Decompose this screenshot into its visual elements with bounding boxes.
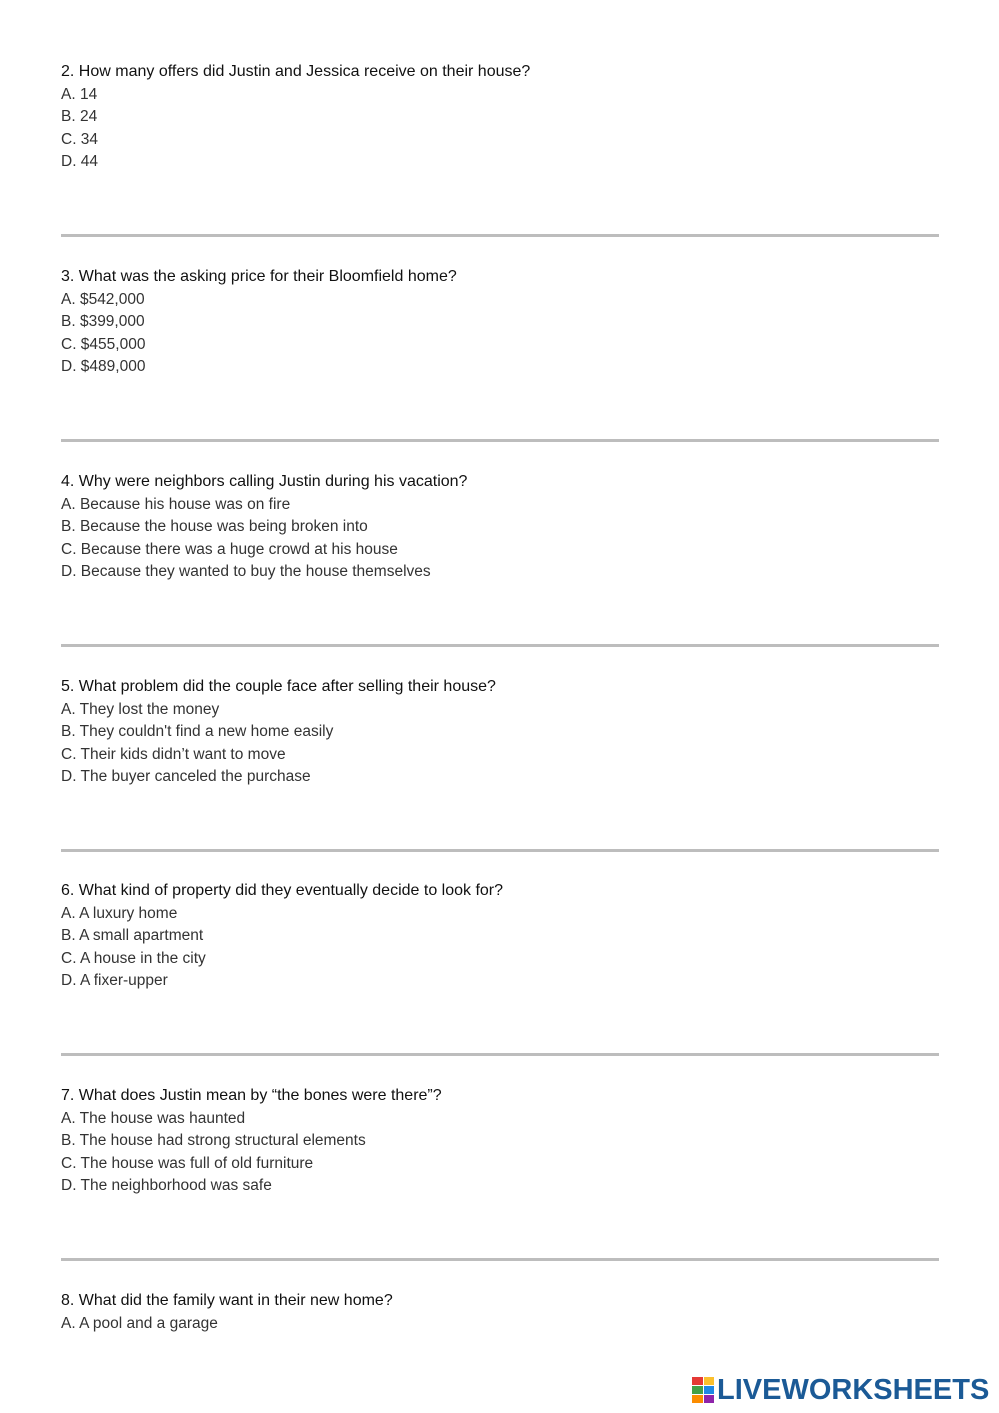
- divider: [61, 644, 939, 647]
- logo-tile: [692, 1395, 703, 1403]
- liveworksheets-logo-icon: [692, 1377, 714, 1403]
- option-c[interactable]: C. The house was full of old furniture: [61, 1154, 314, 1172]
- option-c[interactable]: C. A house in the city: [61, 949, 206, 967]
- logo-tile: [704, 1395, 715, 1403]
- question-4: [61, 471, 941, 584]
- question-text: 4. Why were neighbors calling Justin during his vacation?: [61, 473, 468, 490]
- logo-tile: [704, 1377, 715, 1385]
- question-text: 5. What problem did the couple face after selling their house?: [61, 678, 496, 695]
- option-d[interactable]: D. Because they wanted to buy the house themselves: [61, 563, 431, 580]
- brand-name: LIVEWORKSHEETS: [717, 1374, 990, 1406]
- option-a[interactable]: A. A luxury home: [61, 904, 178, 922]
- option-a[interactable]: A. Because his house was on fire: [61, 495, 291, 513]
- question-3: [61, 266, 941, 379]
- option-d[interactable]: D. A fixer-upper: [61, 972, 168, 989]
- question-text: 7. What does Justin mean by “the bones were there”?: [61, 1087, 442, 1104]
- option-c[interactable]: C. Because there was a huge crowd at his house: [61, 540, 398, 558]
- option-b[interactable]: B. $399,000: [61, 313, 145, 330]
- option-a[interactable]: A. $542,000: [61, 290, 145, 308]
- logo-tile: [692, 1386, 703, 1394]
- option-a[interactable]: A. 14: [61, 85, 98, 103]
- liveworksheets-logo[interactable]: [692, 1372, 989, 1408]
- logo-tile: [704, 1386, 715, 1394]
- divider: [61, 1053, 939, 1056]
- question-text: 6. What kind of property did they eventually decide to look for?: [61, 882, 504, 899]
- question-2: [61, 61, 941, 174]
- divider: [61, 1258, 939, 1261]
- divider: [61, 439, 939, 442]
- option-a[interactable]: A. They lost the money: [61, 700, 220, 718]
- option-c[interactable]: C. 34: [61, 130, 99, 148]
- question-text: 8. What did the family want in their new home?: [61, 1292, 393, 1309]
- divider: [61, 849, 939, 852]
- option-d[interactable]: D. 44: [61, 153, 99, 170]
- option-b[interactable]: B. Because the house was being broken into: [61, 518, 368, 535]
- option-c[interactable]: C. Their kids didn’t want to move: [61, 745, 286, 763]
- option-b[interactable]: B. The house had strong structural elements: [61, 1132, 366, 1149]
- divider: [61, 234, 939, 237]
- option-a[interactable]: A. The house was haunted: [61, 1109, 246, 1127]
- option-b[interactable]: B. A small apartment: [61, 927, 204, 944]
- option-d[interactable]: D. The buyer canceled the purchase: [61, 768, 311, 785]
- option-d[interactable]: D. $489,000: [61, 358, 146, 375]
- question-6: [61, 880, 941, 993]
- question-text: 3. What was the asking price for their Bloomfield home?: [61, 268, 457, 285]
- option-c[interactable]: C. $455,000: [61, 335, 146, 353]
- option-b[interactable]: B. They couldn't find a new home easily: [61, 723, 334, 740]
- option-b[interactable]: B. 24: [61, 108, 98, 125]
- question-5: [61, 676, 941, 789]
- option-d[interactable]: D. The neighborhood was safe: [61, 1177, 272, 1194]
- question-8: [61, 1290, 941, 1335]
- option-a[interactable]: A. A pool and a garage: [61, 1314, 218, 1332]
- question-7: [61, 1085, 941, 1198]
- logo-tile: [692, 1377, 703, 1385]
- question-text: 2. How many offers did Justin and Jessica receive on their house?: [61, 63, 531, 80]
